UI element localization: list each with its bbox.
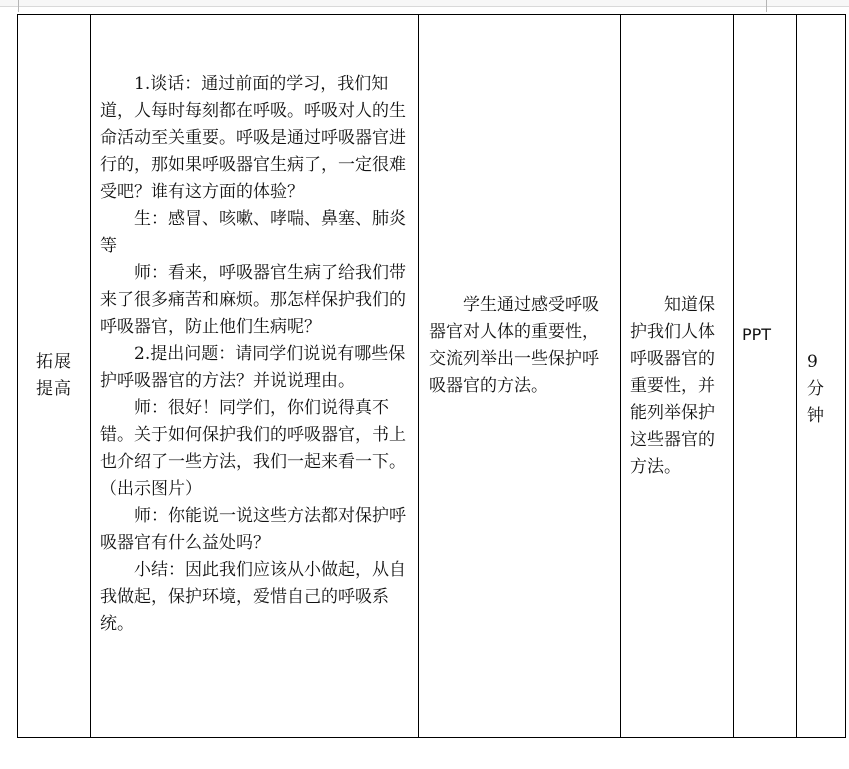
teacher-paragraph: 师：很好！同学们，你们说得真不错。关于如何保护我们的呼吸器官，书上也介绍了一些方法，我们一起来看一下。（出示图片） — [100, 398, 406, 499]
student-activity-text: 学生通过感受呼吸器官对人体的重要性，交流列举出一些保护呼吸器官的方法。 — [429, 295, 599, 396]
media-cell — [734, 15, 797, 738]
margin-corner-mark-left — [18, 0, 19, 12]
stage-label: 拓展提高 — [36, 352, 72, 399]
teacher-paragraph: 1.谈话：通过前面的学习，我们知道，人每时每刻都在呼吸。呼吸对人的生命活动至关重要。呼吸是通过呼吸器官进行的，那如果呼吸器官生病了，一定很难受吧？谁有这方面的体验？ — [100, 74, 406, 202]
media-text: PPT — [742, 325, 772, 344]
margin-corner-mark-right — [766, 0, 767, 12]
time-text: 9分钟 — [807, 352, 824, 426]
table-row — [18, 15, 846, 738]
teacher-activity-cell — [91, 15, 419, 738]
teacher-paragraph: 师：看来，呼吸器官生病了给我们带来了很多痛苦和麻烦。那怎样保护我们的呼吸器官，防止他们生病呢？ — [100, 263, 406, 337]
student-activity-cell — [419, 15, 621, 738]
design-intent-cell — [621, 15, 734, 738]
time-cell — [797, 15, 846, 738]
lesson-plan-table — [17, 14, 846, 738]
teacher-paragraph: 生：感冒、咳嗽、哮喘、鼻塞、肺炎等 — [100, 209, 406, 256]
stage-cell — [18, 15, 91, 738]
teacher-paragraph: 小结：因此我们应该从小做起，从自我做起，保护环境，爱惜自己的呼吸系统。 — [100, 560, 406, 634]
teacher-paragraph: 2.提出问题：请同学们说说有哪些保护呼吸器官的方法？并说说理由。 — [100, 344, 406, 391]
teacher-paragraph: 师：你能说一说这些方法都对保护呼吸器官有什么益处吗？ — [100, 506, 406, 553]
teacher-activity-text — [91, 15, 418, 638]
page-top-edge — [0, 0, 849, 7]
design-intent-text: 知道保护我们人体呼吸器官的重要性，并能列举保护这些器官的方法。 — [630, 295, 715, 477]
